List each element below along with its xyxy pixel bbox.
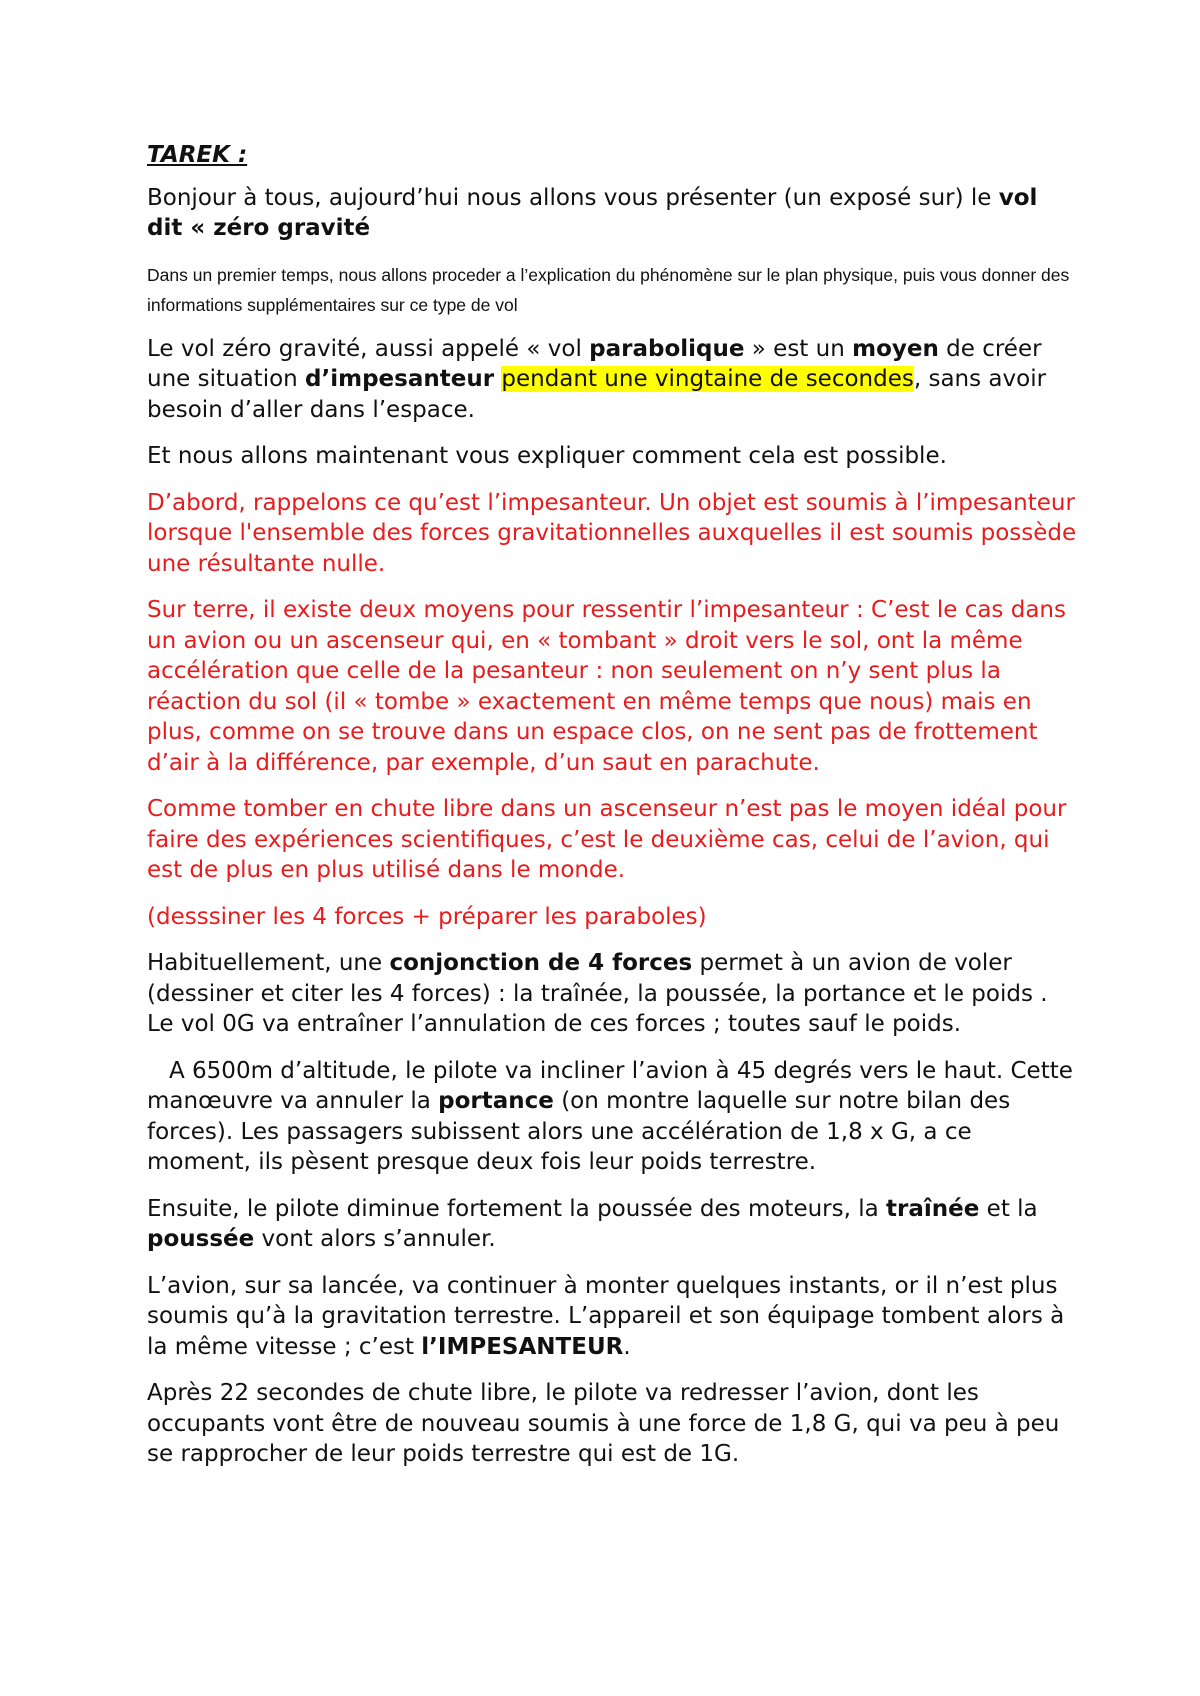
momentum-text-2: . bbox=[623, 1333, 631, 1360]
thrust-text-2: et la bbox=[979, 1195, 1038, 1222]
def-text-1: Le vol zéro gravité, aussi appelé « vol bbox=[147, 335, 590, 362]
recovery-paragraph: Après 22 secondes de chute libre, le pilote va redresser l’avion, dont les occupants vont être de nouveau soumis à une force de 1,8 G, qui va peu à peu se rapprocher de leur poids terrestre qui est de 1G. bbox=[147, 1380, 1060, 1467]
document-body bbox=[147, 140, 1077, 1486]
impesanteur-definition-paragraph: D’abord, rappelons ce qu’est l’impesanteur. Un objet est soumis à l’impesanteur lorsque l'ensemble des forces gravitationnelles auxquelles il est soumis possède une résultante nulle. bbox=[147, 489, 1077, 577]
intro-text: Bonjour à tous, aujourd’hui nous allons vous présenter (un exposé sur) le bbox=[147, 184, 999, 211]
altitude-paragraph bbox=[147, 1056, 1077, 1178]
altitude-bold: portance bbox=[438, 1088, 554, 1114]
thrust-text-3: vont alors s’annuler. bbox=[254, 1226, 496, 1252]
momentum-text-1: L’avion, sur sa lancée, va continuer à monter quelques instants, or il n’est plus soumis qu’à la gravitation terrestre. L’appareil et son équipage tombent alors à la même vitesse ; c’est bbox=[147, 1272, 1065, 1360]
momentum-paragraph bbox=[147, 1271, 1077, 1363]
altitude-text-1: A 6500m d’altitude, le pilote va incliner l’avion à 45 degrés vers le haut. Cette manœuvre va annuler la bbox=[147, 1057, 1073, 1114]
earth-means-paragraph: Sur terre, il existe deux moyens pour ressentir l’impesanteur : C’est le cas dans un avion ou un ascenseur qui, en « tombant » droit vers le sol, ont la même accélération que celle de la pesanteur : non seulement on n’y sent plus la réaction du sol (il « tombe » exactement en même temps que nous) mais en plus, comme on se trouve dans un espace clos, on ne sent pas de frottement d’air à la différence, par exemple, d’un saut en parachute. bbox=[147, 597, 1066, 776]
speaker-heading: TAREK : bbox=[147, 142, 248, 168]
def-bold-2: moyen bbox=[852, 335, 939, 362]
def-bold-3: d’impesanteur bbox=[305, 366, 495, 392]
thrust-text-1: Ensuite, le pilote diminue fortement la poussée des moteurs, la bbox=[147, 1195, 887, 1222]
def-text-3: de créer une situation bbox=[147, 335, 1042, 392]
forces-text-2: permet à un avion de voler (dessiner et citer les 4 forces) : la traînée, la poussée, la portance et le poids . Le vol 0G va entraîner l’annulation de ces forces ; toutes sauf le poids. bbox=[147, 950, 1048, 1037]
altitude-text-2: (on montre laquelle sur notre bilan des forces). Les passagers subissent alors une accélération de 1,8 x G, a ce moment, ils pèsent presque deux fois leur poids terrestre. bbox=[147, 1088, 1011, 1175]
forces-text-1: Habituellement, une bbox=[147, 950, 390, 976]
definition-paragraph bbox=[147, 334, 1077, 426]
forces-bold: conjonction de 4 forces bbox=[389, 950, 693, 976]
def-text-2: » est un bbox=[744, 335, 853, 362]
plan-paragraph: Dans un premier temps, nous allons proceder a l’explication du phénomène sur le plan physique, puis vous donner des informations supplémentaires sur ce type de vol bbox=[147, 264, 1070, 315]
forces-paragraph bbox=[147, 948, 1077, 1040]
thrust-paragraph bbox=[147, 1194, 1077, 1255]
thrust-bold-1: traînée bbox=[886, 1195, 980, 1222]
airplane-case-paragraph: Comme tomber en chute libre dans un ascenseur n’est pas le moyen idéal pour faire des expériences scientifiques, c’est le deuxième cas, celui de l’avion, qui est de plus en plus utilisé dans le monde. bbox=[147, 796, 1067, 883]
def-bold-1: parabolique bbox=[589, 335, 745, 362]
transition-paragraph: Et nous allons maintenant vous expliquer comment cela est possible. bbox=[147, 443, 947, 469]
highlighted-text: pendant une vingtaine de secondes bbox=[501, 366, 914, 392]
def-text-5: , sans avoir besoin d’aller dans l’espace. bbox=[147, 366, 1047, 423]
intro-paragraph bbox=[147, 183, 1077, 244]
intro-bold: vol dit « zéro gravité bbox=[147, 184, 1038, 241]
thrust-bold-2: poussée bbox=[147, 1226, 255, 1252]
momentum-bold: l’IMPESANTEUR bbox=[421, 1333, 624, 1360]
drawing-note-paragraph: (desssiner les 4 forces + préparer les paraboles) bbox=[147, 903, 707, 930]
